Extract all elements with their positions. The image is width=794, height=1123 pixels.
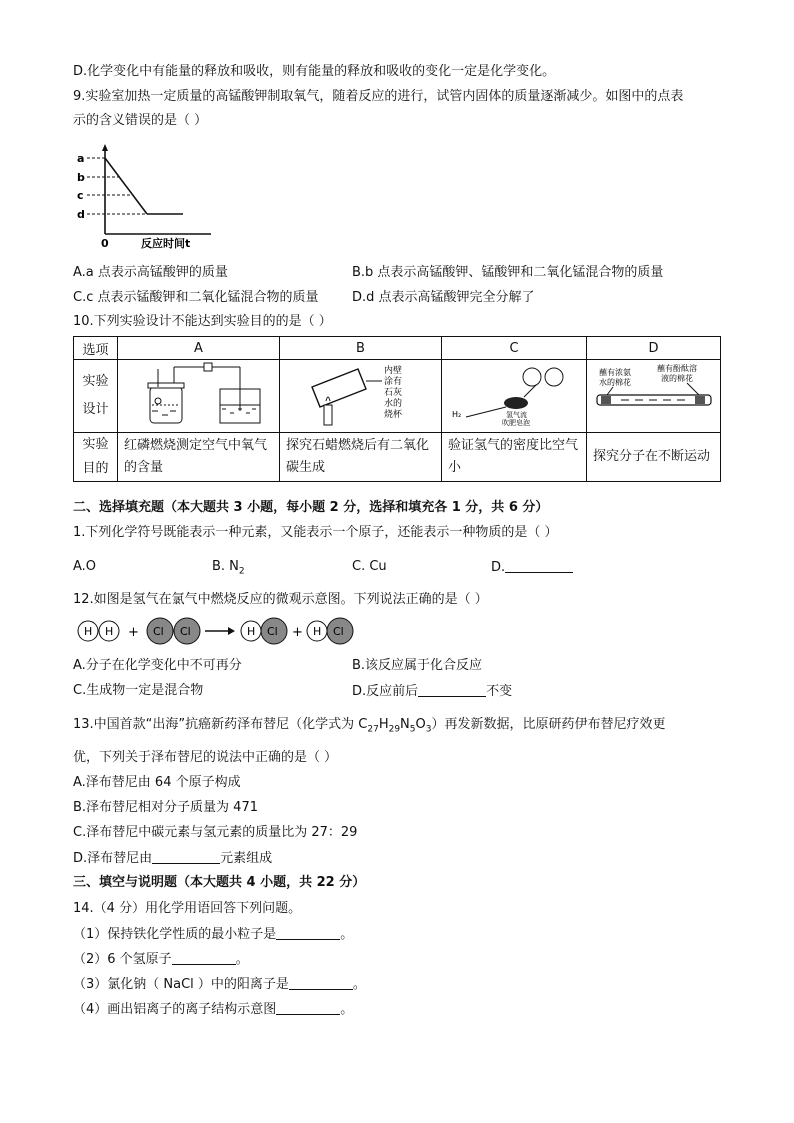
q12-reaction-diagram xyxy=(73,616,373,646)
q9-option-d: D.d 点表示高锰酸钾完全分解了 xyxy=(352,290,535,305)
q13-option-d xyxy=(73,849,272,868)
q13-d-blank[interactable] xyxy=(152,849,220,864)
graph-label-c: c xyxy=(77,189,84,202)
mol-cl4: Cl xyxy=(333,625,344,638)
mol-plus-1: + xyxy=(128,625,139,640)
q13-d-pre: D.泽布替尼由 xyxy=(73,851,153,866)
q13-d-post: 元素组成 xyxy=(220,851,273,866)
q9-stem-line2: 示的含义错误的是（ ） xyxy=(73,113,208,128)
mol-plus-2: + xyxy=(292,625,303,640)
q14-item-4 xyxy=(73,1000,353,1019)
q12-option-c: C.生成物一定是混合物 xyxy=(73,683,204,698)
q14-item-2 xyxy=(73,950,249,969)
q12-d-post: 不变 xyxy=(486,684,513,699)
th-d: D xyxy=(587,337,721,360)
q13-sub-o: 3 xyxy=(425,724,432,735)
q13-option-a: A.泽布替尼由 64 个原子构成 xyxy=(73,775,241,790)
q8-option-d: D.化学变化中有能量的释放和吸收，则有能量的释放和吸收的变化一定是化学变化。 xyxy=(73,64,556,79)
q14-3-blank[interactable] xyxy=(289,975,353,990)
q12-stem: 12.如图是氢气在氯气中燃烧反应的微观示意图。下列说法正确的是（ ） xyxy=(73,592,488,607)
th-a: A xyxy=(118,337,280,360)
q13-sub-n: 5 xyxy=(409,724,416,735)
graph-label-b: b xyxy=(77,171,85,184)
q11-option-a: A.O xyxy=(73,559,97,574)
q11-stem: 1.下列化学符号既能表示一种元素，又能表示一个原子，还能表示一种物质的是（ ） xyxy=(73,525,558,540)
q9-stem-line1: 9.实验室加热一定质量的高锰酸钾制取氧气，随着反应的进行，试管内固体的质量逐渐减少。如图中的点表 xyxy=(73,89,684,104)
q14-4-blank[interactable] xyxy=(276,1000,340,1015)
q11-d-blank[interactable] xyxy=(505,558,573,573)
q13-sub-h: 29 xyxy=(388,724,401,735)
q9-option-a: A.a 点表示高锰酸钾的质量 xyxy=(73,265,228,280)
goal-a: 红磷燃烧测定空气中氧气的含量 xyxy=(118,433,280,482)
q11-option-c: C. Cu xyxy=(352,559,387,574)
q13-stem-line2: 优，下列关于泽布替尼的说法中正确的是（ ） xyxy=(73,750,338,765)
q14-stem: 14.（4 分）用化学用语回答下列问题。 xyxy=(73,901,302,916)
q13-stem-line1 xyxy=(73,716,666,734)
graph-xlabel: 反应时间t xyxy=(141,237,191,250)
q11-b-sub: 2 xyxy=(238,566,245,577)
mol-h2: H xyxy=(105,625,114,638)
design-d-label-3: 蘸有酚酞溶 xyxy=(656,364,697,373)
design-b-label-4: 水的 xyxy=(383,399,402,409)
design-d-image xyxy=(587,360,721,433)
q14-3-period: 。 xyxy=(352,977,366,992)
q11-b-text: B. N xyxy=(212,559,239,574)
design-b-label-1: 内壁 xyxy=(383,366,402,376)
mol-cl2: Cl xyxy=(180,625,191,638)
q11-option-d xyxy=(491,558,573,577)
q14-4-text: （4）画出铝离子的离子结构示意图 xyxy=(73,1002,277,1017)
q11-d-label: D. xyxy=(491,560,506,575)
q14-item-3 xyxy=(73,975,366,994)
q13-pre: 13.中国首款“出海”抗癌新药泽布替尼（化学式为 C xyxy=(73,717,368,732)
graph-label-d: d xyxy=(77,208,85,221)
design-c-image xyxy=(442,360,587,433)
q14-1-text: （1）保持铁化学性质的最小粒子是 xyxy=(73,927,277,942)
q10-stem: 10.下列实验设计不能达到实验目的的是（ ） xyxy=(73,314,332,329)
th-b: B xyxy=(280,337,442,360)
q12-option-b: B.该反应属于化合反应 xyxy=(352,658,483,673)
q14-2-blank[interactable] xyxy=(172,950,236,965)
q9-option-b: B.b 点表示高锰酸钾、锰酸钾和二氧化锰混合物的质量 xyxy=(352,265,664,280)
th-option: 选项 xyxy=(74,337,118,360)
design-c-label-3: 吹肥皂泡 xyxy=(502,419,530,427)
design-d-label-1: 蘸有浓氨 xyxy=(598,368,631,377)
th-c: C xyxy=(442,337,587,360)
row-label-design: 实验设计 xyxy=(74,360,118,433)
q13-h: H xyxy=(378,717,389,732)
q12-option-a: A.分子在化学变化中不可再分 xyxy=(73,658,242,673)
q14-2-period: 。 xyxy=(235,952,249,967)
q13-sub-c: 27 xyxy=(367,724,379,735)
q14-1-period: 。 xyxy=(340,927,354,942)
design-b-label-3: 石灰 xyxy=(383,388,402,398)
q9-mass-time-graph xyxy=(73,140,223,252)
goal-d: 探究分子在不断运动 xyxy=(587,433,721,482)
q13-option-b: B.泽布替尼相对分子质量为 471 xyxy=(73,800,258,815)
section-3-title: 三、填空与说明题（本大题共 4 小题，共 22 分） xyxy=(73,875,366,890)
q13-n: N xyxy=(400,717,410,732)
q13-option-c: C.泽布替尼中碳元素与氢元素的质量比为 27：29 xyxy=(73,825,358,840)
row-label-goal: 实验目的 xyxy=(74,433,118,482)
q9-option-c: C.c 点表示锰酸钾和二氧化锰混合物的质量 xyxy=(73,290,319,305)
q12-d-blank[interactable] xyxy=(418,682,486,697)
design-d-label-2: 水的棉花 xyxy=(598,378,631,387)
q14-3-text: （3）氯化钠（ NaCl ）中的阳离子是 xyxy=(73,977,289,992)
q10-experiment-table xyxy=(73,336,721,482)
q11-option-b xyxy=(212,558,245,576)
q12-option-d xyxy=(352,682,512,701)
design-c-label-2: 氢气流 xyxy=(506,411,527,419)
design-a-image xyxy=(118,360,280,433)
design-b-label-2: 涂有 xyxy=(383,377,402,387)
goal-c: 验证氢气的密度比空气小 xyxy=(442,433,587,482)
mol-h1: H xyxy=(84,625,93,638)
graph-label-a: a xyxy=(77,152,85,165)
mol-cl3: Cl xyxy=(267,625,278,638)
q14-2-text: （2）6 个氢原子 xyxy=(73,952,172,967)
q14-item-1 xyxy=(73,925,353,944)
q13-post: ）再发新数据，比原研药伊布替尼疗效更 xyxy=(431,717,666,732)
goal-b: 探究石蜡燃烧后有二氧化碳生成 xyxy=(280,433,442,482)
q14-1-blank[interactable] xyxy=(276,925,340,940)
design-b-label-5: 烧杯 xyxy=(383,410,402,420)
q12-d-pre: D.反应前后 xyxy=(352,684,419,699)
graph-origin: 0 xyxy=(101,237,109,250)
q13-o: O xyxy=(415,717,426,732)
design-b-image xyxy=(280,360,442,433)
mol-h3: H xyxy=(247,625,256,638)
q14-4-period: 。 xyxy=(340,1002,354,1017)
section-2-title: 二、选择填充题（本大题共 3 小题，每小题 2 分，选择和填充各 1 分，共 6 分） xyxy=(73,500,549,515)
mol-h4: H xyxy=(313,625,322,638)
mol-cl1: Cl xyxy=(153,625,164,638)
design-c-label-1: H₂ xyxy=(452,410,462,419)
design-d-label-4: 液的棉花 xyxy=(660,374,693,383)
